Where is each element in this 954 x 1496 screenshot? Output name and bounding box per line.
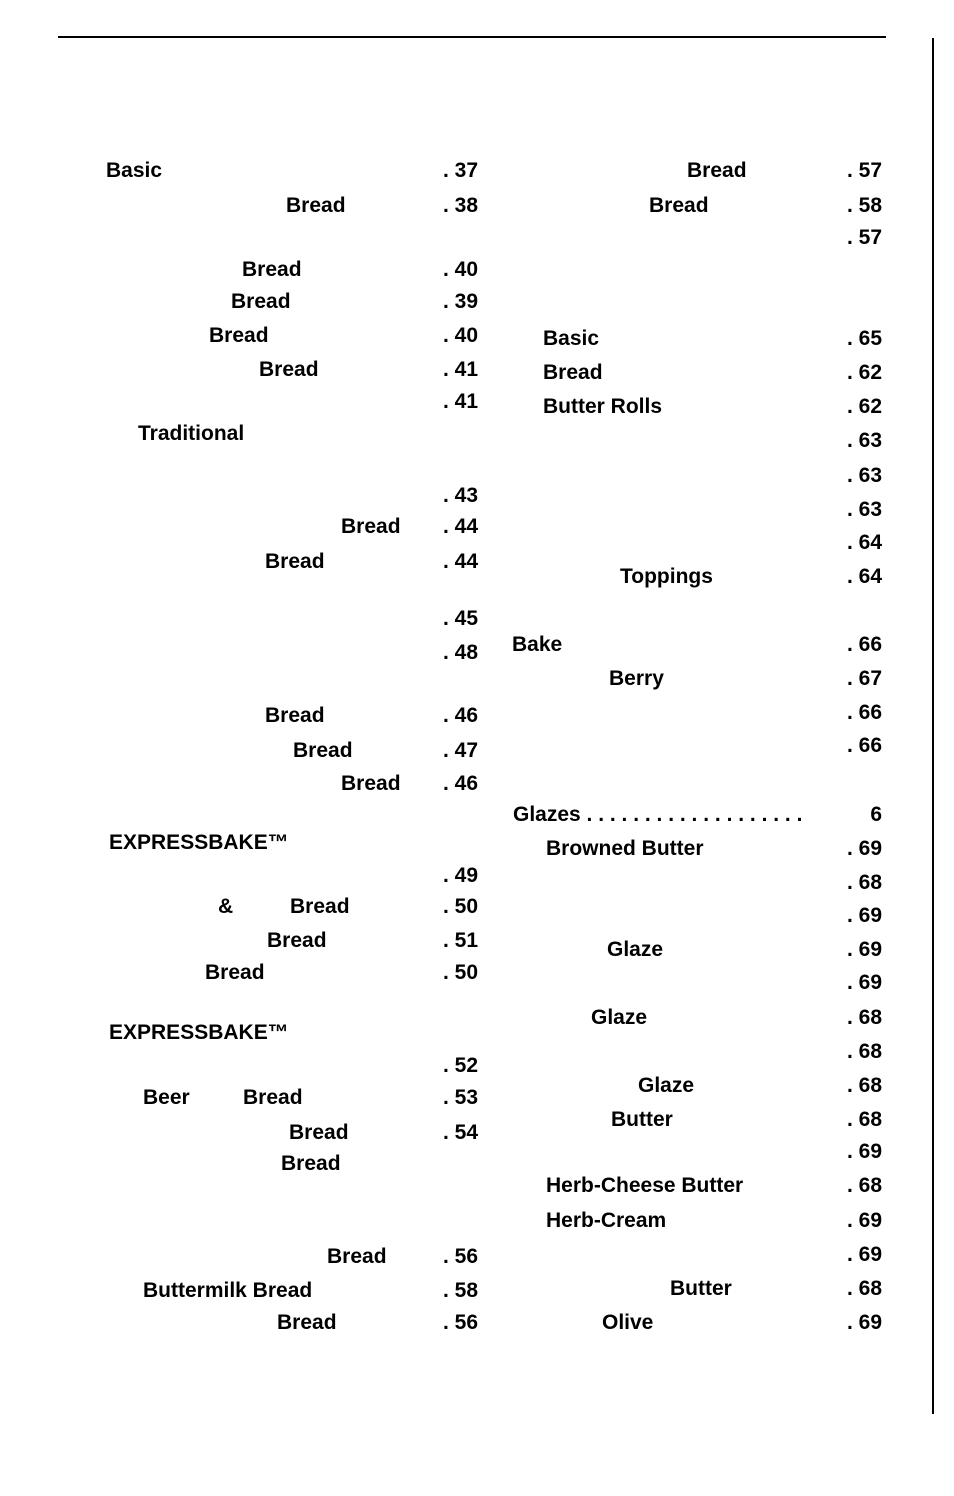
entry-page-number: . 53 (442, 1086, 478, 1109)
index-entry (0, 223, 954, 253)
entry-page-number: . 58 (846, 194, 882, 217)
index-entry (0, 562, 954, 592)
index-entry (0, 287, 954, 317)
index-entry (0, 1105, 954, 1135)
index-entry (0, 1308, 954, 1338)
entry-page-number: . 40 (442, 258, 478, 281)
entry-page-number: . 68 (846, 1174, 882, 1197)
entry-label: Glaze (638, 1074, 695, 1097)
index-entry (0, 1206, 954, 1236)
index-entry (0, 495, 954, 525)
entry-page-number: . 64 (846, 565, 882, 588)
entry-page-number: . 57 (846, 159, 882, 182)
entry-page-number: . 45 (442, 607, 478, 630)
entry-page-number: . 38 (442, 194, 478, 217)
entry-page-number: . 69 (846, 1311, 882, 1334)
index-entry (0, 769, 954, 799)
entry-page-number: . 69 (846, 1243, 882, 1266)
entry-page-number: . 68 (846, 1277, 882, 1300)
entry-label: Buttermilk Bread (143, 1279, 313, 1302)
entry-page-number: . 56 (442, 1311, 478, 1334)
entry-label: Glaze (591, 1006, 648, 1029)
entry-page-number: . 69 (846, 837, 882, 860)
index-entry (0, 358, 954, 388)
index-entry (0, 630, 954, 660)
entry-label: Bread (209, 324, 269, 347)
entry-label: Bread (341, 772, 401, 795)
index-entry (0, 968, 954, 998)
entry-page-number: . 66 (846, 701, 882, 724)
entry-page-number: . 54 (442, 1121, 478, 1144)
entry-page-number: . 44 (442, 515, 478, 538)
entry-label: Bread (327, 1245, 387, 1268)
entry-label: Bread (281, 1152, 341, 1175)
entry-page-number: . 68 (846, 1006, 882, 1029)
entry-page-number: . 65 (846, 327, 882, 350)
index-entry (0, 156, 954, 186)
entry-label: Bread (341, 515, 401, 538)
index-entry (0, 664, 954, 694)
entry-page-number: . 40 (442, 324, 478, 347)
entry-label: Butter (670, 1277, 732, 1300)
entry-page-number: . 51 (442, 929, 478, 952)
entry-label: Bread (687, 159, 747, 182)
entry-label: EXPRESSBAKE™ (109, 1021, 289, 1044)
entry-page-number: . 68 (846, 1074, 882, 1097)
entry-page-number: . 68 (846, 1108, 882, 1131)
entry-label: Glazes . . . . . . . . . . . . . . . . . . . (513, 803, 803, 826)
entry-label: Bread (277, 1311, 337, 1334)
index-entry (0, 800, 954, 830)
entry-page-number: . 67 (846, 667, 882, 690)
index-entry (0, 1171, 954, 1201)
index-entry (0, 731, 954, 761)
entry-label: Butter Rolls (543, 395, 663, 418)
entry-page-number: . 69 (846, 904, 882, 927)
entry-page-number: . 63 (846, 498, 882, 521)
entry-label: Beer (143, 1086, 190, 1109)
entry-page-number: . 46 (442, 772, 478, 795)
entry-label: Traditional (138, 422, 245, 445)
index-entry (0, 528, 954, 558)
index-entry (0, 901, 954, 931)
entry-page-number: . 41 (442, 390, 478, 413)
entry-label: Bread (242, 258, 302, 281)
entry-page-number: . 64 (846, 531, 882, 554)
entry-page-number: . 49 (442, 864, 478, 887)
entry-label: Bread (293, 739, 353, 762)
entry-page-number: . 57 (846, 226, 882, 249)
entry-label: Bread (290, 895, 350, 918)
entry-label: Bread (265, 704, 325, 727)
entry-label: Bread (649, 194, 709, 217)
entry-page-number: . 58 (442, 1279, 478, 1302)
index-entry (0, 1274, 954, 1304)
index-entry (0, 255, 954, 285)
index-entry (0, 1071, 954, 1101)
index-entry (0, 426, 954, 456)
entry-page-number: . 41 (442, 358, 478, 381)
entry-label: Basic (106, 159, 163, 182)
entry-label: Basic (543, 327, 600, 350)
entry-page-number: . 63 (846, 464, 882, 487)
entry-page-number: . 66 (846, 633, 882, 656)
entry-page-number: . 47 (442, 739, 478, 762)
index-entry (0, 935, 954, 965)
entry-label: Toppings (620, 565, 713, 588)
entry-label: Herb-Cream (546, 1209, 667, 1232)
entry-label: EXPRESSBAKE™ (109, 831, 289, 854)
entry-page-number: . 69 (846, 971, 882, 994)
index-entry (0, 1137, 954, 1167)
entry-label: Bread (265, 550, 325, 573)
entry-page-number: . 63 (846, 429, 882, 452)
index-entry (0, 1003, 954, 1033)
entry-label: Bread (286, 194, 346, 217)
entry-page-number: . 66 (846, 734, 882, 757)
entry-label: Herb-Cheese Butter (546, 1174, 744, 1197)
entry-page-number: . 37 (442, 159, 478, 182)
index-entry (0, 1037, 954, 1067)
entry-label: Bread (231, 290, 291, 313)
index-entry (0, 868, 954, 898)
index-entry (0, 392, 954, 422)
index-entry (0, 834, 954, 864)
entry-page-number: . 69 (846, 1140, 882, 1163)
entry-label: Glaze (607, 938, 664, 961)
entry-page-number: . 69 (846, 938, 882, 961)
entry-label: Bread (543, 361, 603, 384)
index-entry (0, 1240, 954, 1270)
entry-label: Bake (512, 633, 563, 656)
entry-page-number: . 62 (846, 395, 882, 418)
entry-page-number: . 69 (846, 1209, 882, 1232)
entry-page-number: 6 (870, 803, 882, 826)
entry-page-number: . 48 (442, 641, 478, 664)
entry-label: & (218, 895, 234, 918)
entry-label: Bread (243, 1086, 303, 1109)
index-entry (0, 191, 954, 221)
entry-page-number: . 62 (846, 361, 882, 384)
entry-label: Olive (602, 1311, 654, 1334)
entry-label: Berry (609, 667, 664, 690)
entry-label: Browned Butter (546, 837, 704, 860)
index-entry (0, 698, 954, 728)
entry-page-number: . 56 (442, 1245, 478, 1268)
entry-page-number: . 50 (442, 961, 478, 984)
entry-page-number: . 39 (442, 290, 478, 313)
entry-label: Bread (205, 961, 265, 984)
entry-page-number: . 46 (442, 704, 478, 727)
index-entry (0, 461, 954, 491)
top-rule (58, 36, 886, 38)
entry-label: Butter (611, 1108, 673, 1131)
entry-label: Bread (259, 358, 319, 381)
entry-page-number: . 44 (442, 550, 478, 573)
entry-page-number: . 52 (442, 1054, 478, 1077)
entry-page-number: . 68 (846, 871, 882, 894)
index-entry (0, 324, 954, 354)
entry-label: Bread (267, 929, 327, 952)
entry-label: Bread (289, 1121, 349, 1144)
entry-page-number: . 50 (442, 895, 478, 918)
entry-page-number: . 43 (442, 484, 478, 507)
entry-page-number: . 68 (846, 1040, 882, 1063)
